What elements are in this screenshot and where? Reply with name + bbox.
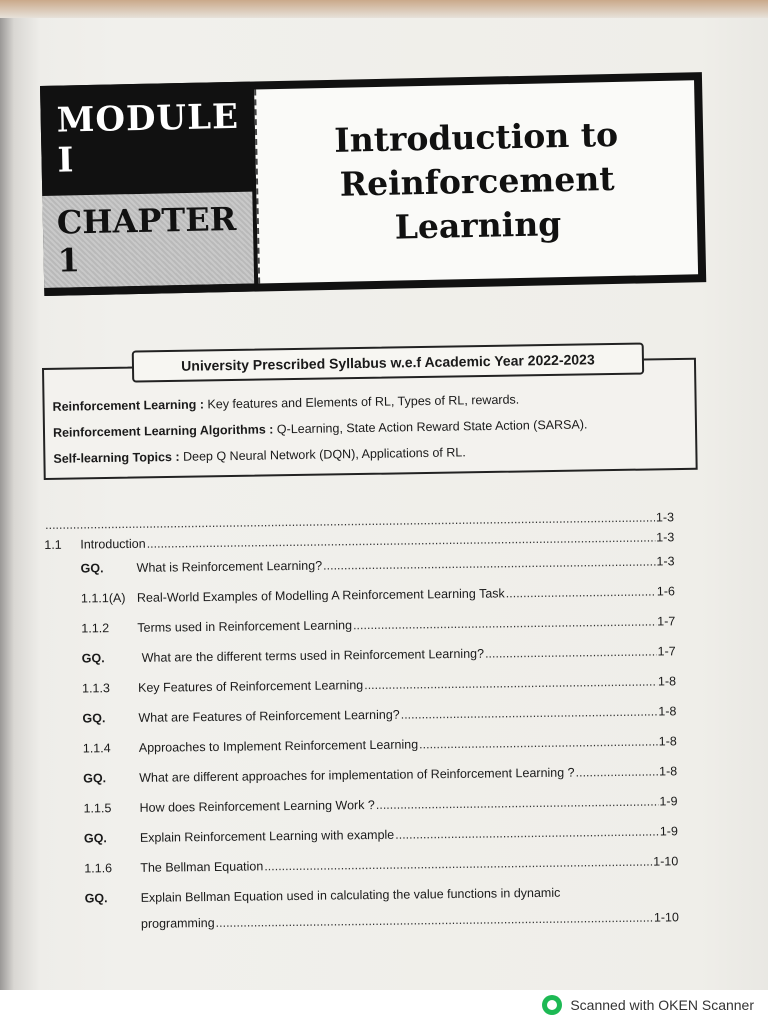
syllabus-line	[53, 393, 520, 414]
toc-entry-text: programming	[140, 915, 215, 931]
toc-leader	[506, 585, 656, 601]
toc-page: 1-8	[658, 734, 677, 749]
toc-page: 1-9	[659, 824, 678, 839]
scanner-text: Scanned with OKEN Scanner	[570, 997, 754, 1013]
toc-leader	[323, 555, 656, 573]
toc-number: GQ.	[83, 771, 107, 786]
toc-page: 1-3	[655, 510, 675, 525]
toc-leader	[353, 615, 656, 633]
chapter-header-box	[40, 72, 706, 296]
toc-leader	[576, 765, 659, 780]
toc-number: 1.1.5	[83, 801, 112, 816]
toc-leader	[419, 735, 658, 752]
chapter-label: CHAPTER 1	[42, 192, 254, 296]
toc-page: 1-6	[656, 584, 676, 599]
toc-number: GQ.	[81, 651, 105, 666]
chapter-title-line2: Reinforcement Learning	[339, 158, 615, 247]
toc-page: 1-8	[658, 704, 677, 719]
toc-page: 1-7	[657, 644, 676, 659]
toc-number: 1.1	[44, 537, 62, 552]
syllabus-line	[53, 417, 588, 439]
toc-leader	[376, 795, 659, 812]
toc-number: GQ.	[80, 561, 104, 576]
toc-number: GQ.	[82, 711, 106, 726]
toc-entry-text: The Bellman Equation	[140, 859, 264, 875]
toc-entry-text: What are the different terms used in Reinforcement Learning?	[141, 646, 485, 665]
toc-leader	[401, 705, 658, 722]
scanner-logo-icon	[542, 995, 562, 1015]
chapter-title-line1: Introduction to	[333, 114, 619, 160]
toc-number: 1.1.2	[81, 621, 110, 636]
toc-page: 1-3	[656, 530, 675, 545]
toc-leader	[395, 825, 659, 842]
toc-number: 1.1.6	[84, 861, 113, 876]
toc-entry-text: What is Reinforcement Learning?	[136, 558, 323, 575]
scanner-watermark	[542, 993, 754, 1017]
toc-entry-text: What are Features of Reinforcement Learning?	[138, 707, 400, 725]
toc-entry-text: Explain Reinforcement Learning with example	[139, 827, 395, 845]
syllabus-line-text: Deep Q Neural Network (DQN), Applications of RL.	[179, 445, 466, 464]
syllabus-line-label: Self-learning Topics :	[53, 449, 180, 466]
toc-page: 1-8	[658, 764, 678, 779]
toc-leader	[364, 675, 657, 693]
module-label: MODULE I	[40, 82, 252, 196]
syllabus-box	[42, 351, 698, 480]
toc-entry-text: Explain Bellman Equation used in calculating the value functions in dynamic	[140, 885, 561, 905]
syllabus-line-label: Reinforcement Learning Algorithms :	[52, 422, 274, 440]
toc-entry-text: Terms used in Reinforcement Learning	[137, 618, 353, 635]
toc-page: 1-7	[657, 614, 676, 629]
toc-entry-text: How does Reinforcement Learning Work ?	[139, 797, 375, 815]
toc-number: GQ.	[83, 831, 107, 846]
toc-leader	[485, 645, 657, 661]
toc-page: 1-10	[653, 910, 680, 925]
toc-page: 1-8	[657, 674, 677, 689]
syllabus-line-label: Reinforcement Learning :	[52, 397, 205, 414]
toc-number: GQ.	[84, 891, 108, 906]
toc-entry-text: What are different approaches for implementation of Reinforcement Learning ?	[139, 765, 575, 785]
toc-page: 1-10	[653, 854, 679, 869]
toc-page: 1-9	[659, 794, 678, 809]
toc-number: 1.1.1(A)	[80, 591, 126, 606]
toc-entry-text: Key Features of Reinforcement Learning	[137, 678, 364, 695]
syllabus-line-text: Key features and Elements of RL, Types of RL, rewards.	[203, 392, 520, 412]
toc-page: 1-3	[656, 554, 675, 569]
syllabus-line-text: Q-Learning, State Action Reward State Action (SARSA).	[273, 417, 588, 437]
chapter-title	[254, 80, 698, 283]
toc-number: 1.1.3	[82, 681, 110, 696]
syllabus-line	[53, 445, 466, 465]
toc-entry-text: Real-World Examples of Modelling A Reinforcement Learning Task	[136, 586, 505, 605]
toc-entry-text: Approaches to Implement Reinforcement Learning	[138, 737, 419, 755]
toc-number: 1.1.4	[82, 741, 111, 756]
toc-entry-text: Introduction	[80, 536, 146, 552]
page-edge	[0, 0, 768, 18]
syllabus-heading: University Prescribed Syllabus w.e.f Academic Year 2022-2023	[132, 343, 644, 383]
